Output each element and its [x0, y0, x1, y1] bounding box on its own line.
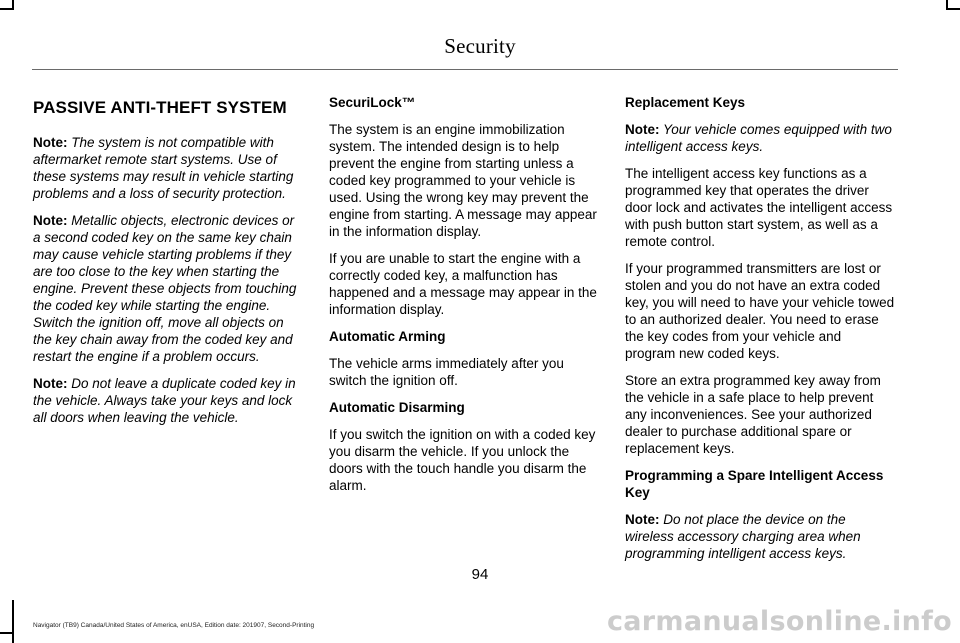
body-paragraph: The system is an engine immobilization system. The intended design is to help prevent the engine from starting unless a coded key programmed to your vehicle is used. Using the wrong key may prevent the engine from starting. A message may appear in the information display. [329, 122, 597, 239]
note-paragraph [625, 121, 895, 155]
crop-mark-bottom-left-vertical [12, 600, 14, 643]
subheading-automatic-arming: Automatic Arming [329, 329, 446, 344]
note-text: Do not leave a duplicate coded key in the vehicle. Always take your keys and lock all doors when leaving the vehicle. [33, 376, 296, 425]
body-paragraph: The intelligent access key functions as a programmed key that operates the driver door lock and activates the intelligent access with push button start system, as well as a remote control. [625, 166, 893, 249]
column-middle [329, 94, 599, 504]
body-paragraph: If you switch the ignition on with a coded key you disarm the vehicle. If you unlock the doors with the touch handle you disarm the alarm. [329, 427, 596, 493]
body-paragraph: The vehicle arms immediately after you switch the ignition off. [329, 356, 564, 388]
note-label: Note: [625, 122, 660, 137]
page-header-title: Security [444, 34, 516, 58]
note-label: Note: [33, 135, 68, 150]
note-paragraph [33, 212, 303, 365]
column-left [33, 94, 303, 436]
crop-mark-top-right-horizontal [946, 8, 960, 10]
note-paragraph [625, 511, 895, 562]
note-text: Your vehicle comes equipped with two intelligent access keys. [625, 122, 892, 154]
subheading-automatic-disarming: Automatic Disarming [329, 400, 465, 415]
subheading-replacement-keys: Replacement Keys [625, 95, 746, 110]
note-paragraph [33, 375, 303, 426]
crop-mark-top-left-vertical [12, 0, 14, 10]
subheading-programming-spare-key: Programming a Spare Intelligent Access Key [625, 468, 884, 500]
note-label: Note: [625, 512, 660, 527]
header-divider [32, 69, 898, 70]
note-text: The system is not compatible with aftermarket remote start systems. Use of these systems may result in vehicle starting problems and a loss of security protection. [33, 135, 294, 201]
note-label: Note: [33, 376, 68, 391]
section-heading: PASSIVE ANTI-THEFT SYSTEM [33, 98, 287, 117]
column-right [625, 94, 895, 572]
watermark-logo: carmanualsonline.info [606, 606, 952, 637]
edition-footer: Navigator (TB9) Canada/United States of America, enUSA, Edition date: 201907, Second-Printing [33, 622, 315, 629]
body-paragraph: If your programmed transmitters are lost or stolen and you do not have an extra coded key, you will need to have your vehicle towed to an authorized dealer. You need to erase the key codes from your vehicle and program new coded keys. [625, 261, 895, 361]
body-paragraph: Store an extra programmed key away from the vehicle in a safe place to help prevent any inconveniences. See your authorized dealer to purchase additional spare or replacement keys. [625, 373, 881, 456]
note-text: Metallic objects, electronic devices or a second coded key on the same key chain may cause vehicle starting problems if they are too close to the key when starting the engine. Prevent these objects from touching the coded key while starting the engine. Switch the ignition off, move all objects on the key chain away from the coded key and restart the engine if a problem occurs. [33, 213, 297, 364]
subheading-securilock: SecuriLock™ [329, 95, 416, 110]
page-number: 94 [471, 566, 489, 583]
note-text: Do not place the device on the wireless accessory charging area when programming intelligent access keys. [625, 512, 861, 561]
crop-mark-top-right-vertical [946, 0, 948, 10]
crop-mark-bottom-left-horizontal [0, 632, 14, 634]
note-label: Note: [33, 213, 68, 228]
note-paragraph [33, 134, 303, 202]
body-paragraph: If you are unable to start the engine with a correctly coded key, a malfunction has happened and a message may appear in the information display. [329, 251, 597, 317]
